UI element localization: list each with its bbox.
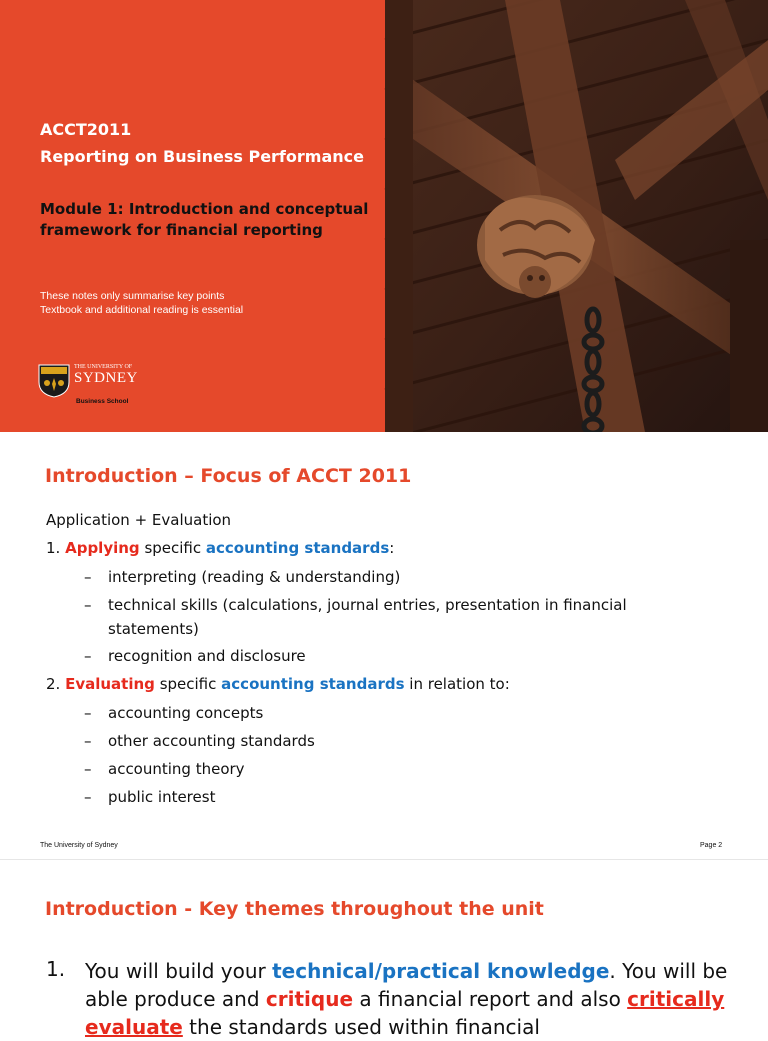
bullet-dash: –: [84, 568, 92, 586]
item-number: 2.: [46, 675, 61, 693]
critique-keyword: critique: [265, 987, 354, 1011]
sub-item-continued: statements): [108, 620, 199, 638]
standards-keyword: accounting standards: [221, 675, 405, 693]
para-text: You will build your: [85, 959, 266, 983]
sub-item: other accounting standards: [108, 732, 315, 750]
sub-item: accounting theory: [108, 760, 245, 778]
evaluating-keyword: Evaluating: [65, 675, 155, 693]
slide-heading: Introduction – Focus of ACCT 2011: [45, 465, 412, 487]
focus-slide: [0, 432, 768, 860]
bullet-dash: –: [84, 596, 92, 614]
footer-page-number: Page 2: [700, 842, 723, 849]
item-text: specific: [144, 539, 202, 557]
para-text: a financial report and also: [359, 987, 621, 1011]
logo-line-2: SYDNEY: [74, 370, 138, 386]
title-slide: [0, 0, 768, 432]
bullet-dash: –: [84, 732, 92, 750]
bullet-dash: –: [84, 647, 92, 665]
note-line-1: These notes only summarise key points: [40, 290, 225, 302]
critically-evaluate-keyword: critically evaluate: [85, 987, 725, 1039]
item-applying: [46, 539, 394, 557]
footer-university: The University of Sydney: [40, 842, 118, 849]
bullet-dash: –: [84, 788, 92, 806]
item-number: 1.: [46, 957, 66, 981]
technical-knowledge-keyword: technical/practical knowledge: [272, 959, 610, 983]
bullet-dash: –: [84, 760, 92, 778]
bullet-dash: –: [84, 704, 92, 722]
themes-slide: [0, 860, 768, 1039]
crest-icon: [38, 364, 70, 398]
para-text: the standards used within financial: [189, 1015, 540, 1039]
note-line-2: Textbook and additional reading is essential: [40, 304, 244, 316]
applying-keyword: Applying: [65, 539, 140, 557]
standards-keyword: accounting standards: [205, 539, 390, 557]
para-text: . You will be able produce and: [85, 959, 728, 1011]
university-logo: [38, 364, 148, 408]
sub-item: interpreting (reading & understanding): [108, 568, 401, 586]
item-evaluating: [46, 675, 510, 693]
logo-line-1: THE UNIVERSITY OF: [74, 364, 133, 370]
sub-item: accounting concepts: [108, 704, 264, 722]
module-title: Module 1: Introduction and conceptual framework for financial reporting: [40, 200, 369, 239]
theme-paragraph: [85, 957, 745, 1041]
intro-line: Application + Evaluation: [46, 511, 232, 529]
sub-item: technical skills (calculations, journal entries, presentation in financial: [108, 596, 627, 614]
sub-item: public interest: [108, 788, 216, 806]
item-number: 1.: [46, 539, 61, 557]
logo-line-3: Business School: [76, 398, 129, 405]
course-code: ACCT2011: [40, 120, 132, 139]
item-text-end: in relation to:: [409, 675, 510, 693]
item-text-end: :: [389, 539, 395, 557]
sub-item: recognition and disclosure: [108, 647, 306, 665]
course-title: Reporting on Business Performance: [40, 147, 364, 166]
carved-roof-photo: [385, 0, 768, 432]
slide-heading: Introduction - Key themes throughout the unit: [45, 898, 544, 920]
item-text: specific: [159, 675, 217, 693]
